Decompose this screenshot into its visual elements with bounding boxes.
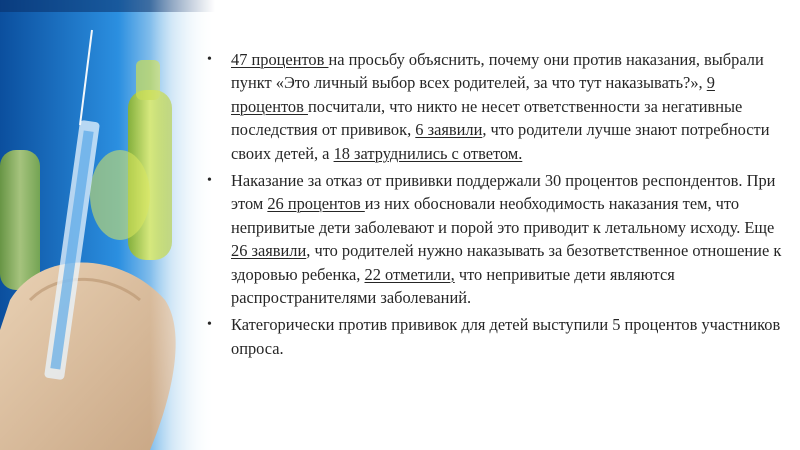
underlined-text: 22 отметили, — [364, 264, 455, 284]
underlined-text: 6 заявили — [415, 120, 483, 140]
text-run: посчитали, что никто не несет ответственности за негативные последствия от прививок, — [231, 96, 743, 140]
underlined-text: 26 процентов — [267, 194, 365, 214]
bullet-item — [205, 313, 790, 360]
bullet-list — [205, 48, 790, 360]
underlined-text: 47 процентов — [231, 50, 329, 69]
underlined-text: 26 заявили — [231, 241, 307, 261]
text-area — [205, 48, 790, 443]
syringe-photo — [0, 0, 215, 450]
text-run: , что родителей нужно наказывать за безответственное отношение к здоровью ребенка, — [231, 241, 782, 284]
bullet-marker: • — [207, 52, 212, 67]
text-run: из них обосновали необходимость наказания тем, что непривитые дети заболевают и порой это приводит к летальному исходу. Еще — [231, 194, 775, 237]
text-run: что непривитые дети являются распространителями заболеваний. — [231, 264, 675, 308]
bullet-item — [205, 169, 790, 309]
text-run: на просьбу объяснить, почему они против наказания, выбрали пункт «Это личный выбор всех родителей, за что тут наказывать?», — [231, 50, 764, 93]
bullet-marker: • — [207, 173, 212, 189]
text-run: , что родители лучше знают потребности своих детей, а — [231, 120, 770, 163]
underlined-text: 9 процентов — [231, 73, 715, 116]
bullet-marker: • — [207, 317, 212, 333]
underlined-text: 18 затруднились с ответом. — [333, 143, 523, 163]
text-run: Наказание за отказ от прививки поддержали 30 процентов респондентов. При этом — [231, 171, 776, 214]
text-run: Категорически против прививок для детей выступили 5 процентов участников опроса. — [231, 315, 781, 358]
bullet-item — [205, 48, 790, 165]
